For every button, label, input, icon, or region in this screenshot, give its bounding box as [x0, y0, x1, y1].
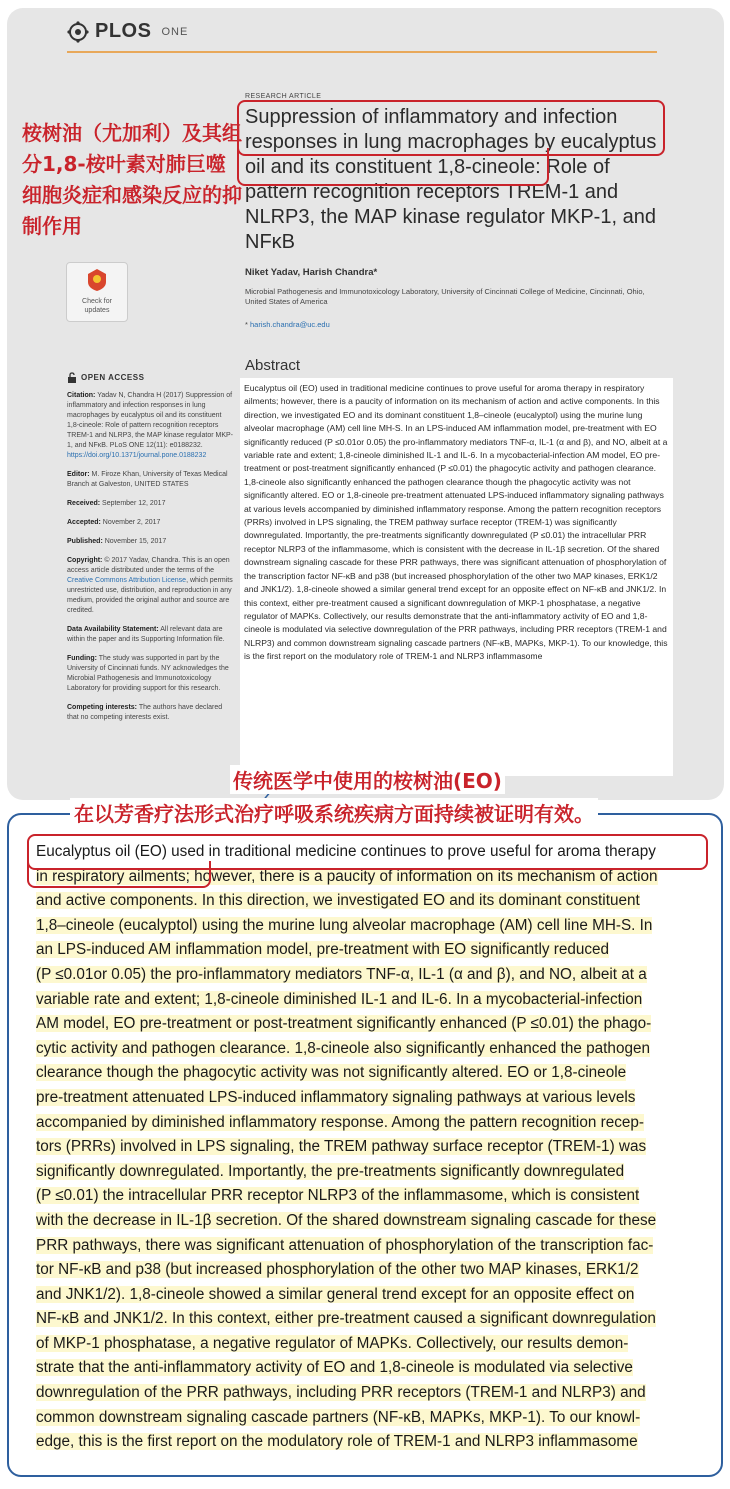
title-chinese-annotation: 桉树油（尤加利）及其组分1,8-桉叶素对肺巨噬细胞炎症和感染反应的抑制作用	[22, 121, 242, 238]
accepted-date: November 2, 2017	[102, 519, 161, 526]
header-rule	[67, 51, 657, 53]
zoom-line: 1,8–cineole (eucalyptol) using the murine lung alveolar macrophage (AM) cell line MH-S. In	[36, 916, 653, 934]
license-link[interactable]: Creative Commons Attribution License	[67, 577, 187, 584]
zoom-line: NF-κB and JNK1/2. In this context, either pre-treatment caused a significant downregulation	[36, 1310, 656, 1328]
funding-label: Funding:	[67, 655, 97, 662]
check-for-updates-badge[interactable]	[66, 262, 128, 322]
editor-text: M. Firoze Khan, University of Texas Medical Branch at Galveston, UNITED STATES	[67, 471, 228, 488]
zoom-line: accompanied by diminished inflammatory response. Among the pattern recognition recep-	[36, 1113, 644, 1131]
zoom-line: tor NF-κB and p38 (but increased phosphorylation of the other two MAP kinases, ERK1/2	[36, 1261, 639, 1279]
abstract-heading: Abstract	[245, 357, 301, 374]
copyright-text: © 2017 Yadav, Chandra. This is an open access article distributed under the terms of the	[67, 557, 230, 574]
zoom-line: with the decrease in IL-1β secretion. Of the shared downstream signaling cascade for these	[36, 1211, 657, 1229]
authors: Niket Yadav, Harish Chandra*	[245, 267, 378, 278]
zoom-line: an LPS-induced AM inflammation model, pre-treatment with EO significantly reduced	[36, 941, 610, 959]
zoom-line: and active components. In this direction, we investigated EO and its dominant constituent	[36, 892, 640, 910]
zoom-line: cytic activity and pathogen clearance. 1,8-cineole also significantly enhanced the pathogen	[36, 1039, 650, 1057]
accepted-label: Accepted:	[67, 519, 101, 526]
effect-chinese-annotation: 在以芳香疗法形式治疗呼吸系统疾病方面持续被证明有效。	[70, 798, 598, 827]
check-label-2: updates	[84, 307, 110, 314]
data-text: All relevant data are within the paper and its Supporting Information file.	[67, 626, 225, 643]
zoom-line: Eucalyptus oil (EO) used in traditional medicine continues to prove useful for aroma therapy	[36, 843, 656, 860]
corresponding-email: * harish.chandra@uc.edu	[245, 320, 330, 329]
received-date: September 12, 2017	[102, 500, 166, 507]
zoom-line: and JNK1/2). 1,8-cineole showed a similar general trend except for an opposite effect on	[36, 1285, 635, 1303]
zoom-line: significantly downregulated. Importantly, the pre-treatments significantly downregulated	[36, 1162, 625, 1180]
competing-block	[67, 703, 235, 723]
zoom-line: edge, this is the first report on the modulatory role of TREM-1 and NLRP3 inflammasome	[36, 1433, 638, 1451]
zoom-line: (P ≤0.01) the intracellular PRR receptor NLRP3 of the inflammasome, which is consistent	[36, 1187, 640, 1205]
competing-text: The authors have declared that no competing interests exist.	[67, 704, 223, 721]
open-access-text: OPEN ACCESS	[81, 372, 145, 382]
zoom-line: (P ≤0.01or 0.05) the pro-inflammatory mediators TNF-α, IL-1 (α and β), and NO, albeit at a	[36, 965, 647, 983]
plos-logo	[67, 20, 188, 43]
open-lock-icon	[67, 372, 77, 383]
zoom-line: in respiratory ailments; however, there is a paucity of information on its mechanism of action	[36, 867, 658, 885]
article-title: Suppression of inflammatory and infection responses in lung macrophages by eucalyptus oil and its constituent 1,8-cineole: Role of pattern recognition receptors TREM-1 and NLRP3, the MAP kinase regulator MKP-1, and NFκB	[245, 106, 657, 253]
published-block	[67, 537, 235, 547]
check-for-updates-icon	[86, 268, 108, 292]
data-label: Data Availability Statement:	[67, 626, 159, 633]
zoom-line: downregulation of the PRR pathways, including PRR receptors (TREM-1 and NLRP3) and	[36, 1384, 646, 1402]
published-date: November 15, 2017	[104, 538, 167, 545]
competing-label: Competing interests:	[67, 704, 138, 711]
copyright-block	[67, 556, 235, 616]
check-label-1: Check for	[82, 298, 112, 305]
citation-block	[67, 391, 235, 461]
accepted-block	[67, 518, 235, 528]
citation-text: Yadav N, Chandra H (2017) Suppression of inflammatory and infection responses in lung macrophages by eucalyptus oil and its constituent 1,8-cineole: Role of pattern recognition receptors TREM-1 and NLRP3, the MAP kinase regulator MKP-1, and NFκB. PLoS ONE 12(11): e0188232.	[67, 392, 233, 449]
zoom-line: variable rate and extent; 1,8-cineole diminished IL-1 and IL-6. In a mycobacterial-infection	[36, 990, 643, 1008]
zoom-line: strate that the anti-inflammatory activity of EO and 1,8-cineole is modulated via selective	[36, 1359, 633, 1377]
eo-chinese-annotation: 传统医学中使用的桉树油(EO)	[230, 765, 505, 794]
data-availability-block	[67, 625, 235, 645]
funding-text: The study was supported in part by the University of Cincinnati funds. NY acknowledges the Microbial Pathogenesis and Immunotoxicology Laboratory for providing support for this research.	[67, 655, 229, 692]
zoom-line: clearance though the phagocytic activity was not significantly altered. EO or 1,8-cineole	[36, 1064, 627, 1082]
copyright-label: Copyright:	[67, 557, 103, 564]
copyright-text-2: , which permits unrestricted use, distribution, and reproduction in any medium, provided the original author and source are credited.	[67, 577, 233, 614]
plos-logo-suffix: ONE	[161, 25, 189, 38]
zoom-highlight-box-lower	[27, 861, 211, 888]
zoom-line: AM model, EO pre-treatment or post-treatment significantly enhanced (P ≤0.01) the phago-	[36, 1015, 652, 1033]
received-block	[67, 499, 235, 509]
zoom-line: pre-treatment attenuated LPS-induced inflammatory signaling pathways at various levels	[36, 1088, 636, 1106]
zoom-line: PRR pathways, there was significant attenuation of phosphorylation of the transcription fac-	[36, 1236, 654, 1254]
plos-logo-text: PLOS	[95, 20, 152, 42]
editor-label: Editor:	[67, 471, 90, 478]
article-type: RESEARCH ARTICLE	[245, 93, 322, 100]
funding-block	[67, 654, 235, 694]
article-sidebar	[67, 372, 235, 732]
email-link[interactable]: harish.chandra@uc.edu	[250, 320, 330, 329]
doi-link[interactable]: https://doi.org/10.1371/journal.pone.0188232	[67, 452, 207, 459]
received-label: Received:	[67, 500, 101, 507]
zoom-line: tors (PRRs) involved in LPS signaling, the TREM pathway surface receptor (TREM-1) was	[36, 1138, 647, 1156]
abstract-box	[240, 378, 673, 776]
abstract-text: Eucalyptus oil (EO) used in traditional medicine continues to prove useful for aroma therapy in respiratory ailments; however, there is a paucity of information on its mechanism of action and active components. In this direction, we investigated EO and its dominant constituent 1,8–cineole (eucalyptol) using the murine lung alveolar macrophage (AM) cell line MH-S. In an LPS-induced AM inflammation model, pre-treatment with EO significantly reduced (P ≤0.01or 0.05) the pro-inflammatory mediators TNF-α, IL-1 (α and β), and NO, albeit at a variable rate and extent; 1,8-cineole diminished IL-1 and IL-6. In a mycobacterial-infection AM model, EO pre-treatment or post-treatment significantly enhanced (P ≤0.01) the phagocytic activity and pathogen clearance. 1,8-cineole also significantly enhanced the pathogen clearance though the phagocytic activity was not significantly altered. EO or 1,8-cineole pre-treatment attenuated LPS-induced inflammatory signaling pathways at various levels accompanied by diminished inflammatory response. Among the pattern recognition receptors (PRRs) involved in LPS signaling, the TREM pathway surface receptor (TREM-1) was significantly downregulated. Importantly, the pre-treatments significantly downregulated (P ≤0.01) the intracellular PRR receptor NLRP3 of the inflammasome, which is consistent with the decrease in IL-1β secretion. Of the shared downstream signaling cascade for these PRR pathways, there was significant attenuation of phosphorylation of the transcription factor NF-κB and p38 (but increased phosphorylation of the other two MAP kinases, ERK1/2 and JNK1/2). 1,8-cineole showed a similar general trend except for an opposite effect on NF-κB and JNK1/2. In this context, either pre-treatment caused a significant downregulation of MKP-1 phosphatase, a negative regulator of MAPKs. Collectively, our results demonstrate that the anti-inflammatory activity of EO and 1,8-cineole is modulated via selective downregulation of the PRR pathways, including PRR receptors (TREM-1 and NLRP3) and common downstream signaling cascade partners (NF-κB, MAPKs, MKP-1). To our knowledge, this is the first report on the modulatory role of TREM-1 and NLRP3 inflammasome	[244, 383, 668, 662]
title-highlight-box-lower	[237, 148, 549, 186]
zoomed-abstract-text	[36, 840, 700, 1455]
zoom-line: common downstream signaling cascade partners (NF-κB, MAPKs, MKP-1). To our knowl-	[36, 1408, 641, 1426]
open-access-label	[67, 372, 235, 383]
plos-logo-icon	[67, 21, 89, 43]
citation-label: Citation:	[67, 392, 96, 399]
editor-block	[67, 470, 235, 490]
zoom-line: of MKP-1 phosphatase, a negative regulator of MAPKs. Collectively, our results demon-	[36, 1334, 629, 1352]
published-label: Published:	[67, 538, 103, 545]
affiliation: Microbial Pathogenesis and Immunotoxicology Laboratory, University of Cincinnati College of Medicine, Cincinnati, Ohio, United States of America	[245, 287, 645, 306]
